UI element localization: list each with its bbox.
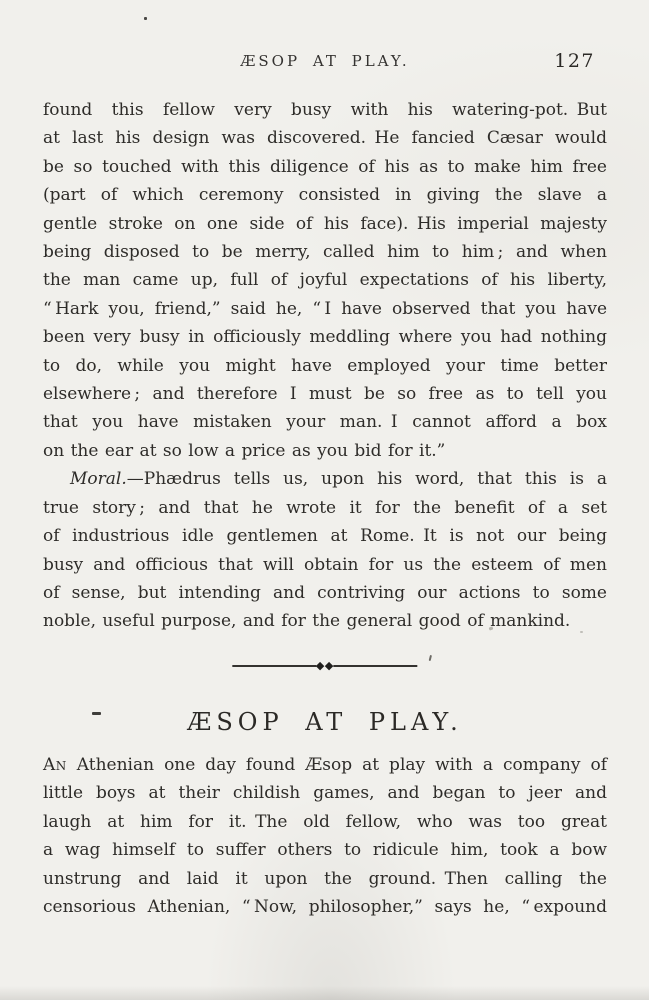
page-number: 127 xyxy=(554,50,595,72)
text-line: (part of which ceremony consisted in giving the slave a xyxy=(43,185,607,206)
text-line: to do, while you might have employed your time better xyxy=(43,355,607,376)
text-line: at last his design was discovered. He fancied Cæsar would xyxy=(43,128,607,149)
divider-diamond xyxy=(316,662,324,670)
moral-text: —Phædrus tells us, upon his word, that this is a xyxy=(126,469,607,490)
divider-diamond xyxy=(325,662,333,670)
text-line: on the ear at so low a price as you bid for it.” xyxy=(43,440,446,461)
text-line: be so touched with this diligence of his as to make him free xyxy=(43,156,607,177)
text-line: busy and officious that will obtain for us the esteem of men xyxy=(43,554,607,575)
text-line: the man came up, full of joyful expectations of his liberty, xyxy=(43,270,607,291)
text-line: being disposed to be merry, called him to him ; and when xyxy=(43,242,607,263)
text-line: been very busy in officiously meddling where you had nothing xyxy=(43,327,607,348)
print-smudge xyxy=(580,631,583,633)
story-text: Athenian one day found Æsop at play with a company of xyxy=(66,755,607,775)
fable-text-block xyxy=(43,751,607,921)
text-line: true story ; and that he wrote it for the benefit of a set xyxy=(43,497,607,518)
text-line: found this fellow very busy with his watering-pot. But xyxy=(43,100,607,120)
section-divider xyxy=(232,661,417,671)
section-heading: ÆSOP AT PLAY. xyxy=(187,708,463,736)
divider-rule-left xyxy=(232,665,316,667)
running-head: ÆSOP AT PLAY. xyxy=(240,52,410,70)
text-line: unstrung and laid it upon the ground. Then calling the xyxy=(43,868,607,889)
text-line: of sense, but intending and contriving our actions to some xyxy=(43,582,607,603)
divider-tick-artifact xyxy=(428,655,431,661)
lead-word: An xyxy=(43,755,67,775)
fable-text-block xyxy=(43,96,607,636)
text-line: gentle stroke on one side of his face). His imperial majesty xyxy=(43,213,607,234)
ink-speck xyxy=(144,17,147,20)
text-line: “ Hark you, friend,” said he, “ I have observed that you have xyxy=(43,298,607,319)
text-line: of industrious idle gentlemen at Rome. It is not our being xyxy=(43,526,607,547)
text-line: little boys at their childish games, and began to jeer and xyxy=(43,783,607,804)
moral-label: Moral. xyxy=(70,469,127,490)
story-first-line xyxy=(43,751,607,779)
text-line: a wag himself to suffer others to ridicule him, took a bow xyxy=(43,840,607,861)
moral-first-line xyxy=(43,465,607,493)
text-line: elsewhere ; and therefore I must be so free as to tell you xyxy=(43,384,607,405)
text-line: that you have mistaken your man. I cannot afford a box xyxy=(43,412,607,433)
text-line: laugh at him for it. The old fellow, who was too great xyxy=(43,811,607,832)
divider-rule-right xyxy=(333,665,417,667)
text-line: censorious Athenian, “ Now, philosopher,” says he, “ expound xyxy=(43,897,607,918)
text-line: noble, useful purpose, and for the general good of mankind. xyxy=(43,611,571,632)
